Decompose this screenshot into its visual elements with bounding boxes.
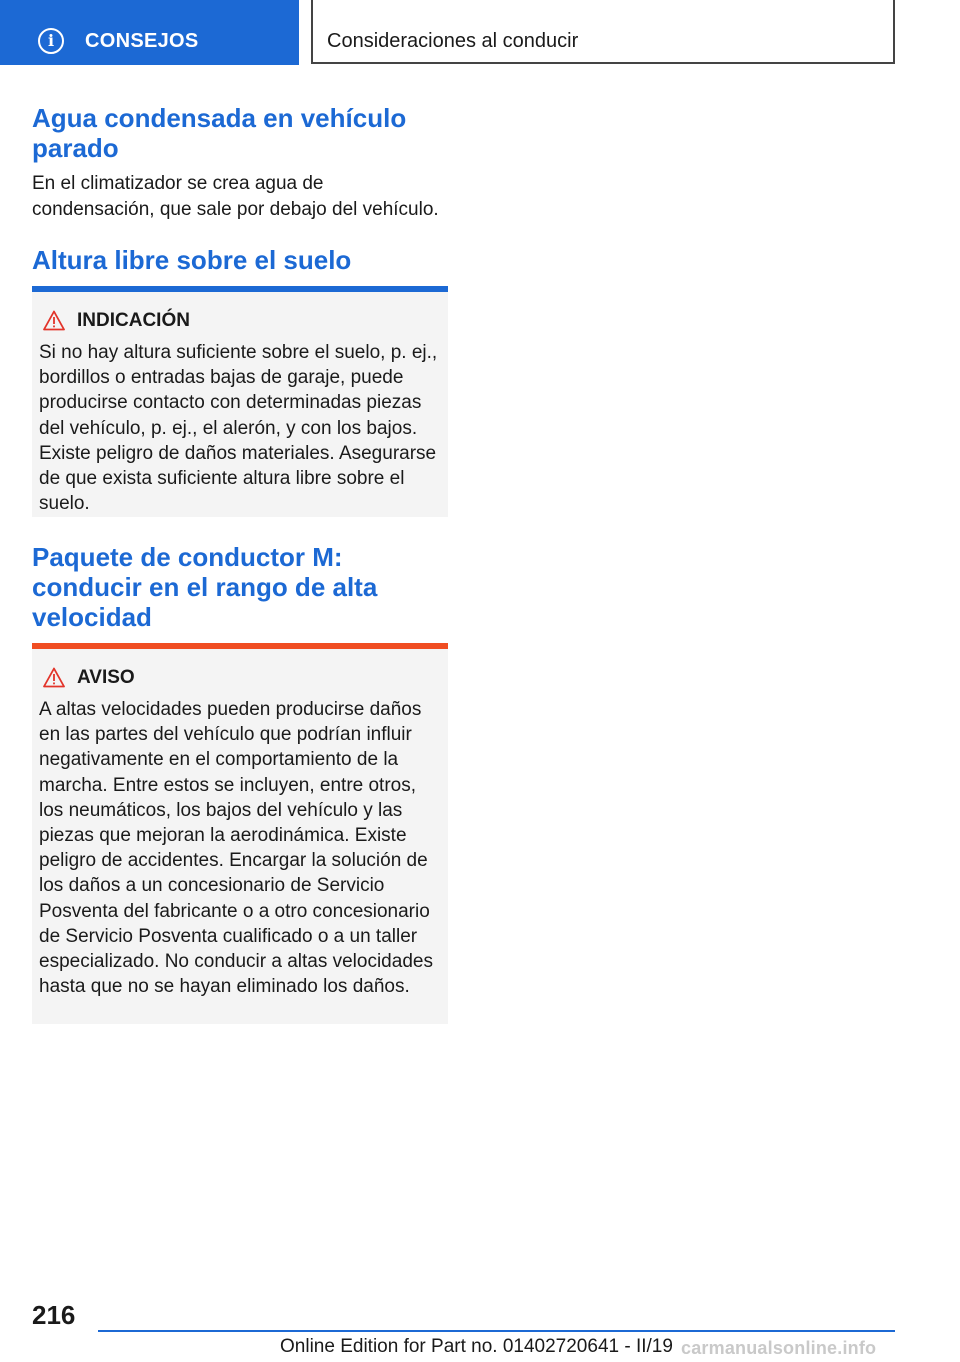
watermark: carmanualsonline.info: [681, 1338, 877, 1358]
section-ground-clearance: [32, 245, 448, 275]
notice-text: A altas velocidades pueden producirse daños en las partes del vehículo que podrían influir negativamente en el comportamiento de la marcha. Entre estos se incluyen, entre otros, los neumáticos, los bajos del vehículo y las piezas que mejoran la aerodinámica. Existe peligro de accidentes. Encargar la solución de los daños a un concesionario de Servicio Posventa del fabricante o a otro concesionario de Servicio Posventa cualificado o a un taller especializado. No conducir a altas velocidades hasta que no se hayan eliminado los daños.: [39, 699, 433, 998]
section-title: Consideraciones al conducir: [327, 30, 579, 52]
chapter-tab[interactable]: [0, 0, 299, 65]
edition-text: Online Edition for Part no. 01402720641 - II/19: [280, 1336, 673, 1357]
paragraph-condensation: En el climatizador se crea agua de condensación, que sale por debajo del vehículo.: [32, 173, 439, 220]
notice-box-aviso: [32, 643, 448, 1024]
page-number: 216: [32, 1300, 76, 1330]
warning-triangle-icon: [43, 667, 65, 688]
notice-title: INDICACIÓN: [77, 310, 190, 331]
footer-divider: [98, 1330, 895, 1332]
heading-condensation: Agua condensada en vehículo parado: [32, 103, 407, 163]
warning-triangle-icon: [43, 310, 65, 331]
chapter-tab-label: CONSEJOS: [85, 30, 199, 52]
section-condensation: [32, 103, 448, 223]
section-high-speed: [32, 542, 448, 632]
notice-bar: [32, 643, 448, 649]
section-header: [311, 0, 895, 64]
heading-ground-clearance: Altura libre sobre el suelo: [32, 245, 352, 275]
notice-title: AVISO: [77, 667, 135, 688]
info-icon: i: [38, 28, 64, 54]
heading-high-speed: Paquete de conductor M: conducir en el rango de alta velocidad: [32, 542, 378, 632]
notice-box-indicacion: [32, 286, 448, 517]
notice-text: Si no hay altura suficiente sobre el suelo, p. ej., bordillos o entradas bajas de garaje, puede producirse contacto con determinadas piezas del vehículo, p. ej., el alerón, y con los bajos. Existe peligro de daños materiales. Asegurarse de que exista suficiente altura libre sobre el suelo.: [39, 342, 438, 515]
notice-bar: [32, 286, 448, 292]
